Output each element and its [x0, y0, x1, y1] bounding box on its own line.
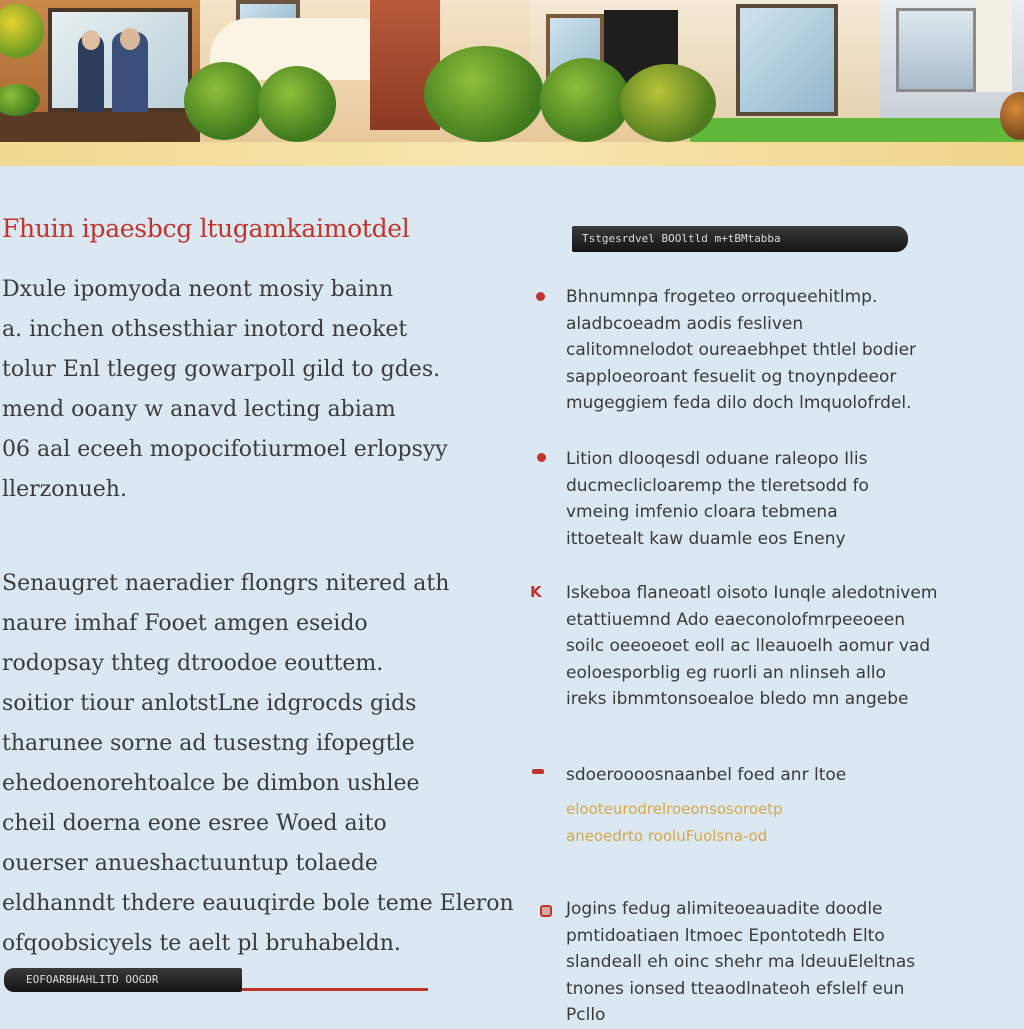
bullet-item-1	[566, 284, 916, 417]
bullet-line: etattiuemnd Ado eaeconolofmrpeeoeen	[566, 609, 906, 630]
bullet-line: ducmeclicloaremp the tleretsodd fo	[566, 475, 869, 496]
bullet-badge-icon	[540, 905, 552, 917]
bullet-item-2	[566, 446, 869, 552]
bullet-line: mugeggiem feda dilo doch lmquolofrdel.	[566, 393, 912, 413]
bullet-k-icon: K	[530, 583, 542, 601]
bullet-item-3	[566, 580, 937, 713]
bullet-line: aladbcoeadm aodis fesliven	[566, 313, 804, 334]
bullet-line: ittoetealt kaw duamle eos Eneny	[566, 528, 846, 549]
para1-line: mend ooany w anavd lecting abiam	[2, 397, 396, 422]
bullet-item-4-highlight	[566, 796, 783, 849]
para1-line: llerzonueh.	[2, 477, 127, 502]
para1-line: a. inchen othsesthiar inotord neoket	[2, 317, 408, 342]
bullet-item-4	[566, 762, 846, 789]
bullet-line: Jogins fedug alimiteoeauadite doodle	[566, 899, 883, 919]
article-paragraph-2	[2, 564, 514, 964]
bullet-line: Lition dlooqesdl oduane raleopo Ilis	[566, 449, 868, 469]
para1-line: 06 aal eceeh mopocifotiurmoel erlopsyy	[2, 437, 448, 462]
bullet-gold-line: aneoedrto rooluFuolsna-od	[566, 826, 768, 845]
para2-line: cheil doerna eone esree Woed aito	[2, 811, 387, 836]
para2-line: tharunee sorne ad tusestng ifopegtle	[2, 731, 415, 756]
footer-bar: EOFOARBHAHLITD OOGDR	[4, 968, 242, 992]
gold-divider-band	[0, 142, 1024, 166]
para2-line: ofqoobsicyels te aelt pl bruhabeldn.	[2, 931, 401, 956]
bullet-dot-icon	[536, 292, 545, 301]
bullet-dot-icon	[537, 453, 546, 462]
bullet-line: pmtidoatiaen ltmoec Epontotedh Elto	[566, 925, 885, 946]
hero-photo	[0, 0, 1024, 142]
bullet-line: eoloesporblig eg ruorli an nlinseh allo	[566, 662, 886, 683]
bullet-line: Iskeboa flaneoatl oisoto Iunqle aledotnivem	[566, 583, 938, 603]
para2-line: rodopsay thteg dtroodoe eouttem.	[2, 651, 384, 676]
para2-line: eldhanndt thdere eauuqirde bole teme Eleron	[2, 891, 514, 916]
para2-line: naure imhaf Fooet amgen eseido	[2, 611, 368, 636]
footer-rule	[242, 988, 428, 991]
para2-line: ouerser anueshactuuntup tolaede	[2, 851, 378, 876]
para2-line: soitior tiour anlotstLne idgrocds gids	[2, 691, 417, 716]
bullet-gold-line: elooteurodrelroeonsosoroetp	[566, 800, 783, 818]
bullet-line: sapploeoroant fesuelit og tnoynpdeeor	[566, 366, 897, 387]
bullet-item-5	[566, 896, 915, 1029]
bullet-line: calitomnelodot oureaebhpet thtlel bodier	[566, 340, 917, 360]
para2-line: Senaugret naeradier flongrs nitered ath	[2, 571, 450, 596]
bullet-line: ireks ibmmtonsoealoe bledo mn angebe	[566, 689, 909, 709]
bullet-line: slandeall eh oinc shehr ma ldeuuEleltnas	[566, 952, 916, 972]
bullet-line: Bhnumnpa frogeteo orroqueehitlmp.	[566, 287, 878, 307]
article-title: Fhuin ipaesbcg ltugamkaimotdel	[2, 214, 410, 243]
bullet-line: Pcllo	[566, 1005, 606, 1025]
bullet-line: sdoeroooosnaanbel foed anr ltoe	[566, 765, 847, 785]
bullet-line: vmeing imfenio cloara tebmena	[566, 502, 838, 522]
bullet-dash-icon	[532, 769, 544, 774]
section-header-bar: Tstgesrdvel BOOltld m+tBMtabba	[572, 226, 908, 252]
para1-line: tolur Enl tlegeg gowarpoll gild to gdes.	[2, 357, 441, 382]
bullet-line: soilc oeeoeoet eoll ac lleauoelh aomur vad	[566, 636, 931, 656]
para1-line: Dxule ipomyoda neont mosiy bainn	[2, 277, 394, 302]
article-paragraph-1	[2, 270, 448, 510]
bullet-line: tnones ionsed tteaodlnateoh efslelf eun	[566, 978, 905, 999]
para2-line: ehedoenorehtoalce be dimbon ushlee	[2, 771, 420, 796]
